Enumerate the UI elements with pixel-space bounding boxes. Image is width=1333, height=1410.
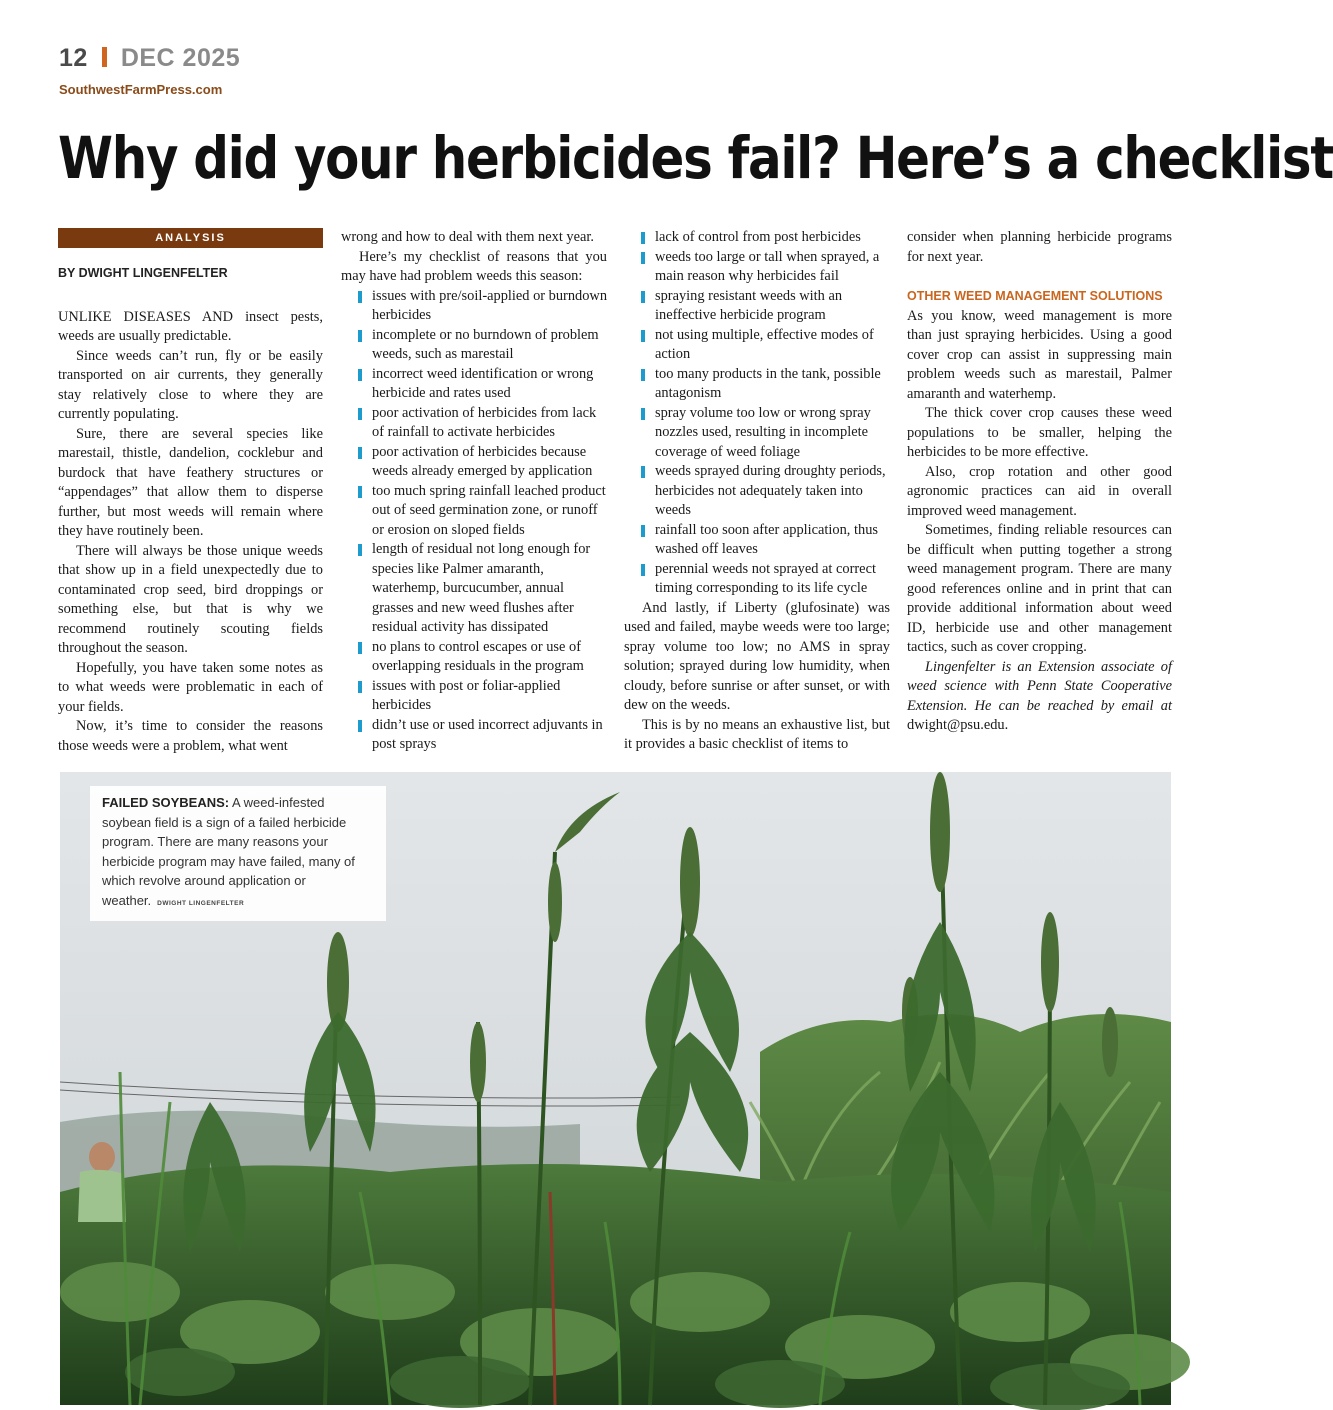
checklist-item: too many products in the tank, possible antagonism — [638, 365, 890, 404]
page-number: 12 — [59, 44, 88, 72]
lead-caps: UNLIKE DISEASES AND — [58, 308, 234, 325]
caption-text: A weed-infested soybean field is a sign of a failed herbicide program. There are many reasons your herbicide program may have failed, many of which revolve around application or weather. — [102, 795, 355, 908]
author-bio — [907, 658, 1172, 736]
folio — [59, 44, 240, 73]
checklist-item: not using multiple, effective modes of action — [638, 326, 890, 365]
body-paragraph: Sometimes, finding reliable resources can be difficult when putting together a strong weed management program. There are many good references online and in print that can provide additional information about weed ID, herbicide use and other management tactics, such as cover cropping. — [907, 522, 1172, 655]
body-paragraph: wrong and how to deal with them next year. — [341, 229, 594, 245]
checklist-item: spray volume too low or wrong spray nozzles used, resulting in incomplete coverage of weed foliage — [638, 404, 890, 463]
body-paragraph: Hopefully, you have taken some notes as to what weeds were problematic in each of your fields. — [58, 659, 323, 715]
body-paragraph: The thick cover crop causes these weed populations to be smaller, helping the herbicides to be more effective. — [907, 405, 1172, 460]
site-url[interactable]: SouthwestFarmPress.com — [59, 82, 223, 97]
photo-caption — [90, 786, 386, 921]
body-paragraph: And lastly, if Liberty (glufosinate) was used and failed, maybe weeds were too large; spray volume too low; no AMS in spray solution; sprayed during low humidity, when cloudy, before sunrise or after sunset, or with dew on the weeds. — [624, 599, 890, 713]
checklist-item: weeds too large or tall when sprayed, a main reason why herbicides fail — [638, 248, 890, 287]
article-column-4 — [907, 228, 1172, 736]
caption-lead: FAILED SOYBEANS: — [102, 795, 230, 810]
checklist-intro: Here’s my checklist of reasons that you may have had problem weeds this season: — [341, 248, 607, 284]
checklist-item: lack of control from post herbicides — [638, 228, 890, 248]
article-column-1 — [58, 228, 323, 756]
body-paragraph: Since weeds can’t run, fly or be easily transported on air currents, they generally stay relatively close to where they are currently populating. — [58, 347, 323, 422]
lead-paragraph — [58, 308, 323, 347]
checklist-item: weeds sprayed during droughty periods, herbicides not adequately taken into weeds — [638, 462, 890, 521]
article-headline: Why did your herbicides fail? Here’s a checklist — [58, 124, 1333, 192]
checklist-item: perennial weeds not sprayed at correct timing corresponding to its life cycle — [638, 560, 890, 599]
issue-date: DEC 2025 — [120, 44, 241, 72]
checklist-item: length of residual not long enough for species like Palmer amaranth, waterhemp, burcucumber, annual grasses and new weed flushes after residual activity has dissipated — [355, 540, 607, 638]
body-paragraph: consider when planning herbicide programs for next year. — [907, 229, 1172, 265]
body-paragraph: Now, it’s time to consider the reasons those weeds were a problem, what went — [58, 718, 323, 754]
checklist-item: poor activation of herbicides from lack of rainfall to activate herbicides — [355, 404, 607, 443]
article-column-3 — [624, 228, 890, 755]
folio-divider — [102, 47, 107, 67]
author-email-link[interactable]: dwight@psu.edu. — [907, 717, 1009, 733]
checklist-item: rainfall too soon after application, thus washed off leaves — [638, 521, 890, 560]
bio-text: Lingenfelter is an Extension associate of weed science with Penn State Cooperative Extension. He can be reached by email at — [907, 658, 1172, 714]
body-paragraph: Sure, there are several species like marestail, thistle, dandelion, cocklebur and burdock that have feathery structures or “appendages” that allow them to disperse further, but most weeds will remain where they have routinely been. — [58, 425, 323, 539]
body-paragraph: Also, crop rotation and other good agronomic practices can aid in overall improved weed management. — [907, 463, 1172, 519]
body-paragraph: This is by no means an exhaustive list, but it provides a basic checklist of items to — [624, 716, 890, 752]
checklist-item: poor activation of herbicides because weeds already emerged by application — [355, 443, 607, 482]
checklist-item: spraying resistant weeds with an ineffective herbicide program — [638, 287, 890, 326]
body-paragraph: As you know, weed management is more than just spraying herbicides. Using a good cover crop can assist in suppressing main problem weeds such as marestail, Palmer amaranth and waterhemp. — [907, 307, 1172, 402]
body-paragraph: There will always be those unique weeds that show up in a field unexpectedly due to contaminated crop seed, bird droppings or something else, but that is why we recommend routinely scouting fields throughout the season. — [58, 542, 323, 656]
checklist-item: issues with post or foliar-applied herbicides — [355, 677, 607, 716]
article-column-2 — [341, 228, 607, 755]
checklist-item: issues with pre/soil-applied or burndown herbicides — [355, 287, 607, 326]
byline: BY DWIGHT LINGENFELTER — [58, 266, 228, 280]
checklist-item: too much spring rainfall leached product out of seed germination zone, or runoff or erosion on sloped fields — [355, 482, 607, 541]
section-kicker: ANALYSIS — [58, 228, 323, 248]
checklist-item: incomplete or no burndown of problem weeds, such as marestail — [355, 326, 607, 365]
checklist — [355, 287, 607, 755]
checklist-item: no plans to control escapes or use of overlapping residuals in the program — [355, 638, 607, 677]
lead-text: insect pests, weeds are usually predictable. — [58, 308, 323, 344]
checklist-item: incorrect weed identification or wrong herbicide and rates used — [355, 365, 607, 404]
checklist — [638, 228, 890, 599]
photo-credit: DWIGHT LINGENFELTER — [157, 899, 245, 907]
section-subhead: OTHER WEED MANAGEMENT SOLUTIONS — [907, 289, 1163, 303]
checklist-item: didn’t use or used incorrect adjuvants in post sprays — [355, 716, 607, 755]
